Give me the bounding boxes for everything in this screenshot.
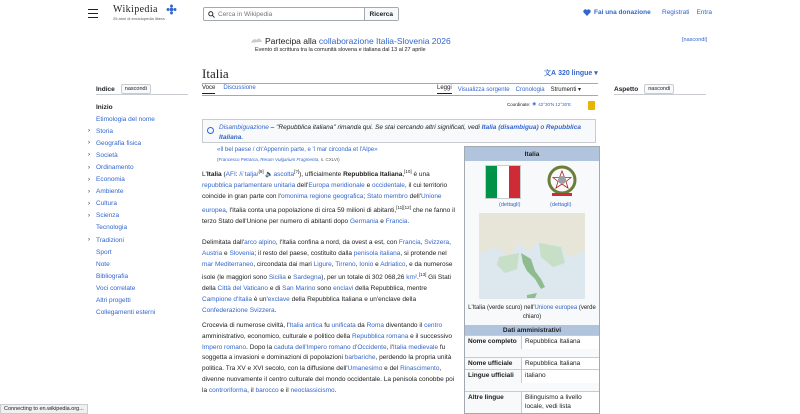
tab-leggi[interactable]: Leggi (437, 85, 452, 94)
toc-header (96, 84, 151, 94)
chevron-right-icon[interactable]: › (88, 200, 90, 207)
language-icon: 文A (544, 70, 557, 77)
mar-mediterraneo-link[interactable]: mar Mediterraneo (202, 260, 254, 268)
rvf-link[interactable]: Rerum Vulgarium Fragmenta (260, 157, 319, 162)
toc-item-label: Cultura (96, 200, 117, 208)
coordinates-link[interactable]: 42°30′N 12°30′E (538, 101, 572, 107)
notice-hide-link[interactable]: [nascondi] (682, 37, 708, 43)
afi-link[interactable]: AFI (225, 171, 236, 179)
europa-meridionale-link[interactable]: Europa meridionale (308, 181, 365, 189)
toc-item-label: Inizio (96, 103, 113, 111)
logo-title: Wikipedia (113, 4, 158, 15)
regione-geografica-link[interactable]: omonima regione geografica (280, 192, 364, 200)
italia-medievale-link[interactable]: Italia medievale (392, 343, 439, 351)
chevron-right-icon[interactable]: › (88, 237, 90, 244)
toc-item[interactable] (88, 161, 155, 173)
chevron-right-icon[interactable]: › (88, 128, 90, 135)
ipa-link[interactable]: /iˈtalja/ (239, 171, 259, 179)
toc-item[interactable] (88, 101, 155, 113)
chevron-right-icon[interactable]: › (88, 152, 90, 159)
emblem-details-link[interactable]: (dettagli) (550, 202, 572, 208)
tools-label: Strumenti (550, 87, 577, 93)
main-menu-icon[interactable] (88, 9, 98, 18)
map-ue-link[interactable]: Unione europea (534, 305, 578, 311)
toc-item[interactable] (88, 282, 155, 294)
umanesimo-link[interactable]: Umanesimo (347, 365, 383, 373)
intro-paragraph-3: Crocevia di numerose civiltà, l'Italia antica fu unificata da Roma diventando il centro amministrativo, economico, culturale e politico della Repubblica romana e il successivo Impero romano. Dopo la caduta dell'Impero romano d'Occidente, l'Italia medievale fu soggetta a invasioni e dominazioni di popolazioni barbariche, perdendo la propria unità politica. Tra XV e XVI secolo, con la diffusione dell'Umanesimo e del Rinascimento, divenne nuovamente il centro culturale del mondo occidentale. La penisola conobbe poi la controriforma, il barocco e il neoclassicismo. (202, 322, 455, 394)
arco-alpino-link[interactable]: arco alpino (244, 239, 276, 246)
infobox-row (465, 335, 599, 349)
language-label: 320 lingue (558, 69, 593, 77)
flag-image[interactable] (485, 165, 521, 199)
site-header (0, 0, 800, 26)
toc-item[interactable] (88, 222, 155, 234)
repubblica-italiana-link[interactable]: Repubblica Italiana (219, 124, 581, 141)
stato-membro-link[interactable]: Stato membro (366, 192, 408, 200)
toc-item-label: Società (96, 151, 118, 159)
ascolta-link[interactable]: ascolta (273, 171, 295, 179)
toc-item-label: Tradizioni (96, 236, 124, 244)
francia-link-2[interactable]: Francia (398, 239, 421, 246)
disambiguation-icon (207, 127, 214, 134)
infobox-row-key: Nome completo (465, 336, 522, 349)
toc-item[interactable] (88, 295, 155, 307)
chevron-right-icon[interactable]: › (88, 176, 90, 183)
repubblica-romana-link[interactable]: Repubblica romana (351, 332, 409, 340)
speaker-icon[interactable]: 🔈 (265, 171, 274, 179)
emblem-image[interactable] (545, 163, 579, 199)
toc-item-label: Sport (96, 248, 112, 256)
infobox-row-key: Altre lingue (465, 392, 522, 413)
appearance-divider (614, 94, 706, 95)
adriatico-link[interactable]: Adriatico (380, 260, 406, 268)
toc-item[interactable] (88, 113, 155, 125)
appearance-hide-button[interactable]: nascondi (644, 84, 674, 94)
toc-item-label: Tecnologia (96, 224, 128, 232)
unificata-link[interactable]: unificata (331, 322, 356, 329)
tab-visualizza-sorgente[interactable]: Visualizza sorgente (457, 86, 510, 93)
campione-link[interactable]: Campione d'Italia (202, 296, 253, 304)
slovenia-link[interactable]: Slovenia (229, 249, 255, 257)
tab-voce[interactable]: Voce (202, 85, 215, 94)
toc-title: Indice (96, 85, 115, 93)
neoclassicismo-link[interactable]: neoclassicismo (290, 386, 335, 394)
map-caption-b: (verde chiaro) (522, 305, 596, 320)
italia-antica-link[interactable]: Italia antica (289, 322, 323, 329)
notice-link[interactable]: collaborazione Italia-Slovenia 2026 (318, 36, 451, 46)
infobox-row-value: italiano (525, 372, 546, 379)
infobox-row (465, 391, 599, 413)
register-link[interactable]: Registrati (662, 9, 690, 16)
epigraph-quote: «Il bel paese / ch'Appennin parte, e 'l mar circonda et l'Alpe» (217, 147, 378, 153)
toc-item-label: Etimologia del nome (96, 115, 155, 123)
vaticano-link[interactable]: Città del Vaticano (217, 285, 269, 293)
ligure-link[interactable]: Ligure (313, 260, 332, 268)
toc-item[interactable] (88, 186, 155, 198)
title-divider (202, 83, 598, 84)
search-icon (204, 8, 218, 20)
donate-label: Fai una donazione (594, 9, 651, 16)
view-tabs (437, 85, 581, 94)
toc-item-label: Collegamenti esterni (96, 309, 156, 317)
hatnote-text-3: . (241, 134, 244, 141)
km2-link[interactable]: km² (406, 274, 418, 282)
toc-item[interactable] (88, 125, 155, 137)
chevron-right-icon[interactable]: › (88, 188, 90, 195)
globe-icon: ◉ (532, 101, 537, 106)
cite-sep: , (257, 157, 261, 162)
sardegna-link[interactable]: Sardegna (293, 274, 322, 282)
search-input[interactable] (218, 8, 364, 20)
toc-item[interactable] (88, 149, 155, 161)
toc-item-label: Ordinamento (96, 164, 134, 172)
browser-status-bar: Connecting to en.wikipedia.org... (0, 404, 88, 414)
notice-title (265, 36, 451, 46)
toc-item[interactable] (88, 307, 155, 319)
heart-icon (583, 9, 591, 16)
toc-item[interactable] (88, 210, 155, 222)
germania-link[interactable]: Germania (349, 217, 379, 225)
italia-disambigua-link[interactable]: Italia (disambigua) (481, 124, 539, 131)
chevron-right-icon[interactable]: › (88, 140, 90, 147)
repubblica-parlamentare-link[interactable]: repubblica parlamentare unitaria (202, 181, 296, 189)
page-title: Italia (202, 66, 229, 81)
barbariche-link[interactable]: barbariche (344, 354, 376, 362)
ionio-link[interactable]: Ionio (359, 260, 374, 268)
toc-item-label: Ambiente (96, 188, 124, 196)
account-links (662, 9, 712, 16)
infobox-row-key: Nome ufficiale (465, 358, 522, 371)
exclave-link[interactable]: exclave (267, 296, 290, 304)
collaboration-icon (250, 36, 263, 44)
table-of-contents (88, 101, 155, 319)
infobox-row-value: Repubblica Italiana (525, 338, 581, 345)
toc-item-label: Bibliografia (96, 272, 129, 280)
confederazione-svizzera-link[interactable]: Confederazione Svizzera (202, 306, 275, 314)
namespace-tabs (202, 85, 256, 94)
map-caption-a: L'Italia (verde scuro) nell' (468, 305, 535, 311)
toc-item[interactable] (88, 270, 155, 282)
francia-link[interactable]: Francia (385, 217, 408, 225)
toc-item-label: Note (96, 260, 110, 268)
caduta-impero-link[interactable]: caduta dell'Impero romano d'Occidente (273, 343, 387, 351)
controriforma-link[interactable]: controriforma (208, 386, 248, 394)
toc-item[interactable] (88, 258, 155, 270)
map-caption (467, 304, 597, 322)
toc-item-label: Geografia fisica (96, 139, 142, 147)
occidentale-link[interactable]: occidentale (372, 181, 405, 189)
toc-item-label: Altri progetti (96, 297, 131, 305)
flag-stripe-green (486, 166, 497, 198)
cite-open: ( (217, 157, 219, 162)
svizzera-link[interactable]: Svizzera (424, 239, 450, 246)
infobox-row (465, 369, 599, 383)
tab-discussione[interactable]: Discussione (223, 85, 256, 91)
tirreno-link[interactable]: Tirreno (335, 260, 356, 268)
intro-paragraph-1: L'Italia (AFI: /iˈtalja/[9] 🔈ascolta[?]), ufficialmente Repubblica Italiana,[10] è una repubblica parlamentare unitaria dell'Europa meridionale e occidentale, il cui territorio coincide in gran parte con l'omonima regione geografica; Stato membro dell'Unione europea, l'Italia conta una popolazione di circa 59 milioni di abitanti,[11][12] che ne fanno il terzo Stato dell'Unione per numero di abitanti dopo Germania e Francia. (202, 169, 455, 225)
hatnote-text-2: o (538, 124, 546, 131)
intro-paragraph-2: Delimitata dall'arco alpino, l'Italia confina a nord, da ovest a est, con Francia, Svizzera, Austria e Slovenia; il resto del paese, costituito dalla penisola italiana, si protende nel mar Mediterraneo, circondata dai mari Ligure, Tirreno, Ionio e Adriatico, e da numerose isole (le maggiori sono Sicilia e Sardegna), per un totale di 302 068,26 km².[13] Gli Stati della Città del Vaticano e di San Marino sono enclavi della Repubblica, mentre Campione d'Italia è un'exclave della Repubblica Italiana e un'enclave della Confederazione Svizzera. (202, 239, 453, 314)
search-button[interactable]: Ricerca (364, 8, 399, 20)
penisola-italiana-link[interactable]: penisola italiana (353, 249, 401, 257)
san-marino-link[interactable]: San Marino (282, 285, 316, 293)
epigraph-citation (217, 157, 340, 162)
donate-link[interactable] (583, 9, 651, 16)
logo-subtitle: 25 anni di enciclopedia libera (113, 16, 165, 21)
language-button[interactable] (544, 68, 598, 78)
flag-stripe-white (497, 166, 508, 198)
barocco-link[interactable]: barocco (255, 386, 279, 394)
disambiguation-link[interactable]: Disambiguazione (219, 124, 269, 131)
coordinates (507, 101, 571, 107)
appearance-title: Aspetto (614, 85, 639, 93)
infobox-section-header: Dati amministrativi (465, 325, 599, 335)
austria-link[interactable]: Austria (202, 249, 223, 257)
toc-item[interactable] (88, 198, 155, 210)
petrarca-link[interactable]: Francesco Petrarca (218, 157, 258, 162)
infobox-title: Italia (465, 147, 599, 161)
rinascimento-link[interactable]: Rinascimento (400, 365, 440, 373)
notice-subtitle: Evento di scrittura tra la comunità slovena e italiana dal 13 al 27 aprile (255, 47, 426, 53)
flag-stripe-red (509, 166, 520, 198)
chevron-right-icon[interactable]: › (88, 212, 90, 219)
infobox-row-value: Repubblica Italiana (525, 360, 581, 367)
coordinates-label: Coordinate: (507, 101, 531, 107)
unione-europea-link[interactable]: Unione europea (202, 192, 442, 214)
infobox-row-key: Lingue ufficiali (465, 370, 522, 383)
tab-cronologia[interactable]: Cronologia (515, 86, 545, 93)
hatnote-text: – "Repubblica italiana" rimanda qui. Se stai cercando altri significati, vedi (268, 124, 482, 131)
infobox (464, 146, 600, 414)
wikipedia-logo[interactable] (113, 4, 165, 21)
toc-item[interactable] (88, 174, 155, 186)
infobox-row-value: Bilinguismo a livello locale, vedi lista (525, 394, 582, 410)
site-notice (0, 36, 800, 60)
enclavi-link[interactable]: enclavi (333, 285, 354, 293)
chevron-right-icon[interactable]: › (88, 164, 90, 171)
roma-link[interactable]: Roma (366, 322, 384, 329)
protection-lock-icon[interactable] (588, 101, 595, 110)
disambiguation-hatnote (202, 119, 596, 143)
impero-romano-link[interactable]: Impero romano (202, 343, 247, 351)
toc-item-label: Economia (96, 176, 125, 184)
toc-item[interactable] (88, 246, 155, 258)
flag-details-link[interactable]: (dettagli) (499, 202, 521, 208)
anniversary-badge-icon (166, 4, 177, 15)
tabs-divider (202, 95, 598, 96)
toc-item-label: Scienza (96, 212, 120, 220)
toc-item[interactable] (88, 234, 155, 246)
chevron-down-icon: ▾ (578, 87, 582, 93)
tools-menu[interactable] (551, 86, 581, 93)
location-map[interactable] (479, 213, 585, 299)
cite-close: , s. CXLVI) (318, 157, 340, 162)
appearance-header (614, 84, 674, 94)
toc-hide-button[interactable]: nascondi (121, 84, 151, 94)
toc-item-label: Storia (96, 127, 113, 135)
toc-divider (96, 94, 188, 95)
toc-item-label: Voci correlate (96, 284, 136, 292)
toc-item[interactable] (88, 137, 155, 149)
notice-prefix: Partecipa alla (265, 36, 319, 46)
search-box (203, 7, 399, 21)
centro-link[interactable]: centro (424, 322, 443, 329)
login-link[interactable]: Entra (696, 9, 713, 16)
sicilia-link[interactable]: Sicilia (268, 274, 286, 282)
chevron-down-icon: ▾ (594, 70, 598, 77)
